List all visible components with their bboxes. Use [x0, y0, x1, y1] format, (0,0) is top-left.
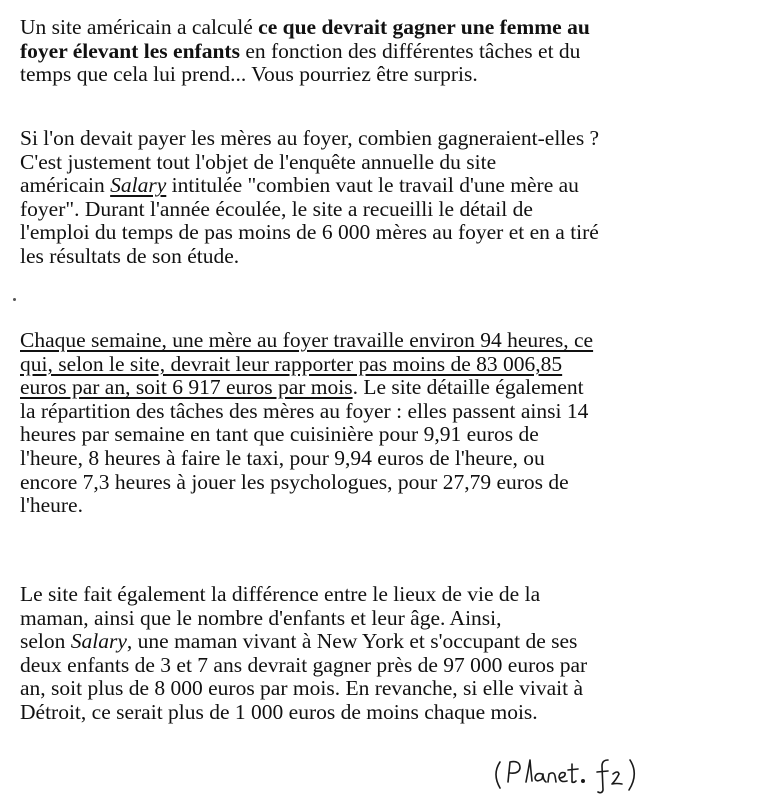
- underlined-text: euros par an, soit 6 917 euros par mois: [20, 375, 353, 400]
- weekly-line-6: l'heure, 8 heures à faire le taxi, pour 9,94 euros de l'heure, ou: [20, 445, 545, 470]
- survey-text: intitulée "combien vaut le travail d'une mère au: [166, 173, 579, 198]
- weekly-line-7: encore 7,3 heures à jouer les psychologues, pour 27,79 euros de: [20, 469, 569, 494]
- location-line-4: deux enfants de 3 et 7 ans devrait gagner près de 97 000 euros par: [20, 652, 588, 677]
- weekly-line-8: l'heure.: [20, 493, 83, 518]
- intro-line-1: [20, 16, 750, 40]
- weekly-line-1: Chaque semaine, une mère au foyer travaille environ 94 heures, ce: [20, 328, 594, 352]
- location-text: selon: [20, 629, 71, 654]
- intro-text: Un site américain a calculé: [20, 15, 259, 39]
- stray-mark: [13, 298, 16, 301]
- location-line-5: an, soit plus de 8 000 euros par mois. En revanche, si elle vivait à: [20, 676, 584, 701]
- intro-bold-text: ce que devrait gagner une femme au: [258, 15, 590, 39]
- weekly-line-2: qui, selon le site, devrait leur rapporter pas moins de 83 006,85: [20, 351, 563, 376]
- salary-site-name: Salary: [70, 629, 127, 654]
- intro-text: en fonction des différentes tâches et du: [239, 38, 581, 63]
- survey-text: américain: [20, 173, 111, 198]
- intro-bold-text: foyer élevant les enfants: [20, 38, 240, 63]
- location-paragraph: [20, 583, 750, 725]
- location-text: , une maman vivant à New York et s'occupant de ses: [126, 629, 578, 654]
- weekly-line-3: [20, 376, 750, 400]
- intro-paragraph: [20, 16, 750, 87]
- survey-line-3: [20, 174, 750, 198]
- survey-paragraph: [20, 127, 750, 269]
- salary-site-link[interactable]: Salary: [110, 173, 167, 198]
- intro-line-3: temps que cela lui prend... Vous pourriez être surpris.: [20, 62, 478, 87]
- survey-line-1: Si l'on devait payer les mères au foyer, combien gagneraient-elles ?: [20, 126, 600, 150]
- survey-line-6: les résultats de son étude.: [20, 243, 240, 268]
- location-line-2: maman, ainsi que le nombre d'enfants et leur âge. Ainsi,: [20, 605, 502, 630]
- survey-line-2: C'est justement tout l'objet de l'enquête annuelle du site: [20, 149, 497, 174]
- survey-line-5: l'emploi du temps de pas moins de 6 000 mères au foyer et en a tiré: [20, 220, 599, 245]
- weekly-work-paragraph: [20, 329, 750, 518]
- location-line-3: [20, 630, 750, 654]
- intro-line-2: [20, 40, 750, 64]
- weekly-line-5: heures par semaine en tant que cuisinière pour 9,91 euros de: [20, 422, 539, 447]
- weekly-line-4: la répartition des tâches des mères au foyer : elles passent ainsi 14: [20, 398, 589, 423]
- survey-line-4: foyer". Durant l'année écoulée, le site a recueilli le détail de: [20, 196, 533, 221]
- location-line-6: Détroit, ce serait plus de 1 000 euros de moins chaque mois.: [20, 699, 538, 724]
- weekly-text: . Le site détaille également: [352, 375, 584, 400]
- location-line-1: Le site fait également la différence entre le lieux de vie de la: [20, 582, 541, 606]
- handwritten-source-note: [490, 752, 690, 798]
